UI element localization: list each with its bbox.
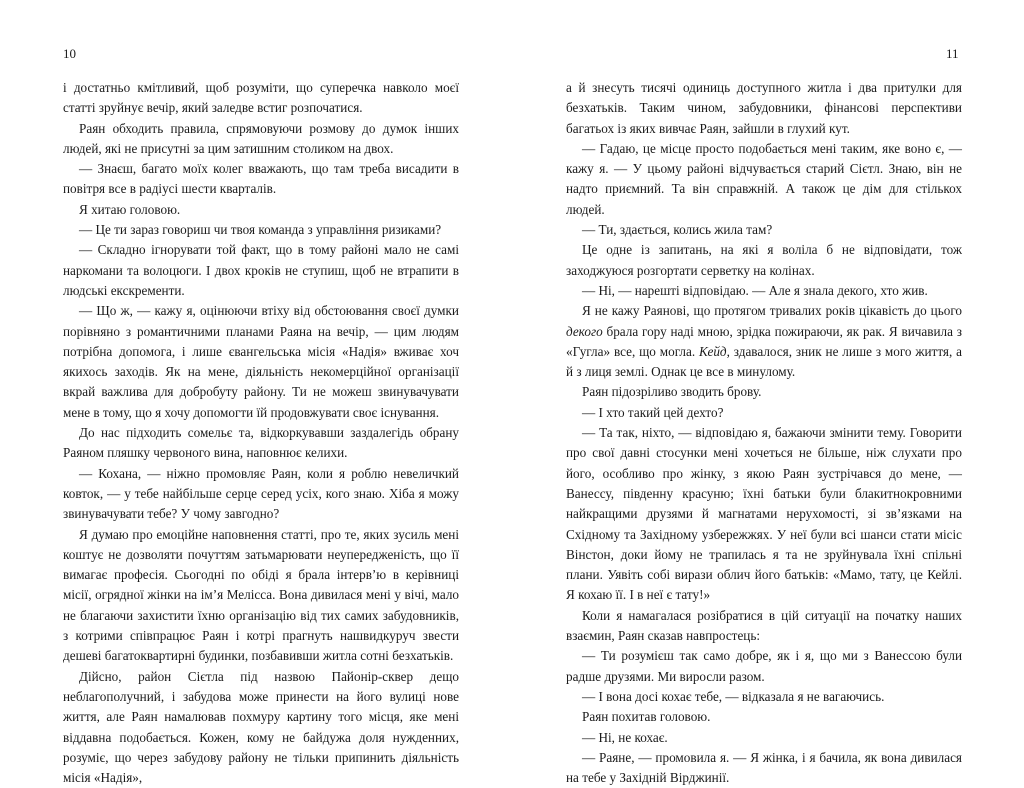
paragraph: — Кохана, — ніжно промовляє Раян, коли я роблю невеличкий ковток, — у тебе найбільше серце серед усіх, кого знаю. Хіба я можу звинувачувати тебе? У чому завгодно? bbox=[63, 465, 459, 522]
paragraph: — Ні, не кохає. bbox=[582, 729, 668, 745]
paragraph: Дійсно, район Сієтла під назвою Пайонір-сквер дещо неблагополучний, і забудова може принести на його вулиці нове життя, але Раян намалював похмуру картину того місця, яке мені віддавна подобається. Кожен, кому не байдужа доля нужденних, розуміє, що через забудову району не тільки припинить діяльність місія «Надія», bbox=[63, 668, 459, 786]
paragraph: Раян похитав головою. bbox=[582, 709, 711, 725]
paragraph: До нас підходить сомельє та, відкоркувавши заздалегідь обрану Раяном пляшку червоного вина, наповнює келихи. bbox=[63, 425, 459, 461]
paragraph-with-emphasis bbox=[566, 301, 962, 382]
paragraph: Я думаю про емоційне наповнення статті, про те, яких зусиль мені коштує не дозволяти почуттям затьмарювати неупередженість, що її вимагає професія. Сьогодні по обіді я брала інтерв’ю в керівниці місії, огрядної жінки на ім’я Мелісса. Вона дивилася мені у вічі, мало не благаючи захистити їхню організацію від тих самих забудовників, з котрими співпрацює Раян і котрі прагнуть нашвидкуруч звести дешеві багатоквартирні будинки, позбавивши житла сотні безхатьків. bbox=[63, 526, 459, 664]
paragraph: Раян підозріливо зводить брову. bbox=[582, 384, 762, 400]
paragraph: Коли я намагалася розібратися в цій ситуації на початку наших взаємин, Раян сказав навпростець: bbox=[566, 607, 962, 644]
paragraph: і достатньо кмітливий, щоб розуміти, що суперечка навколо моєї статті зруйнує вечір, який заледве встиг розпочатися. bbox=[63, 80, 459, 116]
page-number-left: 10 bbox=[63, 46, 76, 61]
right-page-text bbox=[566, 78, 962, 788]
paragraph: Я хитаю головою. bbox=[79, 201, 181, 217]
paragraph: — Складно ігнорувати той факт, що в тому районі мало не самі наркомани та волоцюги. І двох кроків не ступиш, щоб не втрапити в людські екскременти. bbox=[63, 242, 459, 298]
paragraph: — Раяне, — промовила я. — Я жінка, і я бачила, як вона дивилася на тебе у Західній Вірджинії. bbox=[566, 749, 962, 786]
paragraph: Це одне із запитань, на які я воліла б не відповідати, тож заходжуюся розгортати серветку на колінах. bbox=[566, 242, 962, 278]
paragraph: — Гадаю, це місце просто подобається мені таким, яке воно є, — кажу я. — У цьому районі відчувається старий Сієтл. Знаю, він не надто приємний. Та він справжній. А також це дім для стількох людей. bbox=[566, 140, 962, 217]
text-run: Я не кажу Раянові, що протягом тривалих років цікавість до цього bbox=[582, 303, 962, 319]
paragraph: — І вона досі кохає тебе, — відказала я не вагаючись. bbox=[582, 688, 885, 704]
paragraph: — Ти, здається, колись жила там? bbox=[582, 222, 773, 238]
emphasis: декого bbox=[566, 323, 603, 339]
emphasis: Кейд bbox=[699, 343, 727, 359]
paragraph: Раян обходить правила, спрямовуючи розмову до думок інших людей, які не присутні за цим затишним столиком на двох. bbox=[63, 120, 459, 156]
page-number-right: 11 bbox=[946, 46, 959, 61]
paragraph: — І хто такий цей дехто? bbox=[582, 404, 724, 420]
paragraph: — Що ж, — кажу я, оцінюючи втіху від обстоювання своєї думки порівняно з романтичними планами Раяна на вечір, — цим людям потрібна допомога, і лише євангельська місія «Надія» вживає хоч якихось заходів. Як на мене, діяльність некомерційної організації вкрай важлива для добробуту району. Ти не можеш звинувачувати мене в тому, що я хочу допомогти їй продовжувати своє існування. bbox=[63, 303, 459, 420]
paragraph: а й знесуть тисячі одиниць доступного житла і два притулки для безхатьків. Таким чином, забудовники, фінансові перспективи багатьох із яких вивчає Раян, зайшли в глухий кут. bbox=[566, 80, 962, 136]
paragraph: — Знаєш, багато моїх колег вважають, що там треба висадити в повітря все в радіусі шести кварталів. bbox=[63, 161, 459, 197]
paragraph: — Та так, ніхто, — відповідаю я, бажаючи змінити тему. Говорити про свої давні стосунки мені хочеться не більше, ніж слухати про його, особливо про жінку, з якою Раян зустрічався до мене, — Ванессу, південну красуню; їхні батьки були блакитнокровними найкращими друзями й магнатами нерухомості, зі зв’язками на Східному та Західному узбережжях. У неї були всі шанси стати місіс Вінстон, доки йому не трапилась я та не зруйнувала їхні спільні плани. Уявіть собі вирази облич його батьків: «Мамо, тату, це Кейлі. Я кохаю її. І в неї є тату!» bbox=[566, 425, 962, 603]
paragraph: — Це ти зараз говориш чи твоя команда з управління ризиками? bbox=[79, 222, 442, 238]
paragraph: — Ти розумієш так само добре, як і я, що ми з Ванессою були радше друзями. Ми виросли разом. bbox=[566, 648, 962, 684]
paragraph: — Ні, — нарешті відповідаю. — Але я знала декого, хто жив. bbox=[582, 282, 928, 298]
left-page-text bbox=[63, 78, 459, 788]
text-run: брала гору наді мною, зрідка пожираючи, як рак. Я вичавила з «Гугла» все, що могла. bbox=[566, 323, 963, 359]
text-run: , здавалося, зник не лише з мого життя, а й з лиця землі. Однак це все в минулому. bbox=[566, 343, 963, 380]
